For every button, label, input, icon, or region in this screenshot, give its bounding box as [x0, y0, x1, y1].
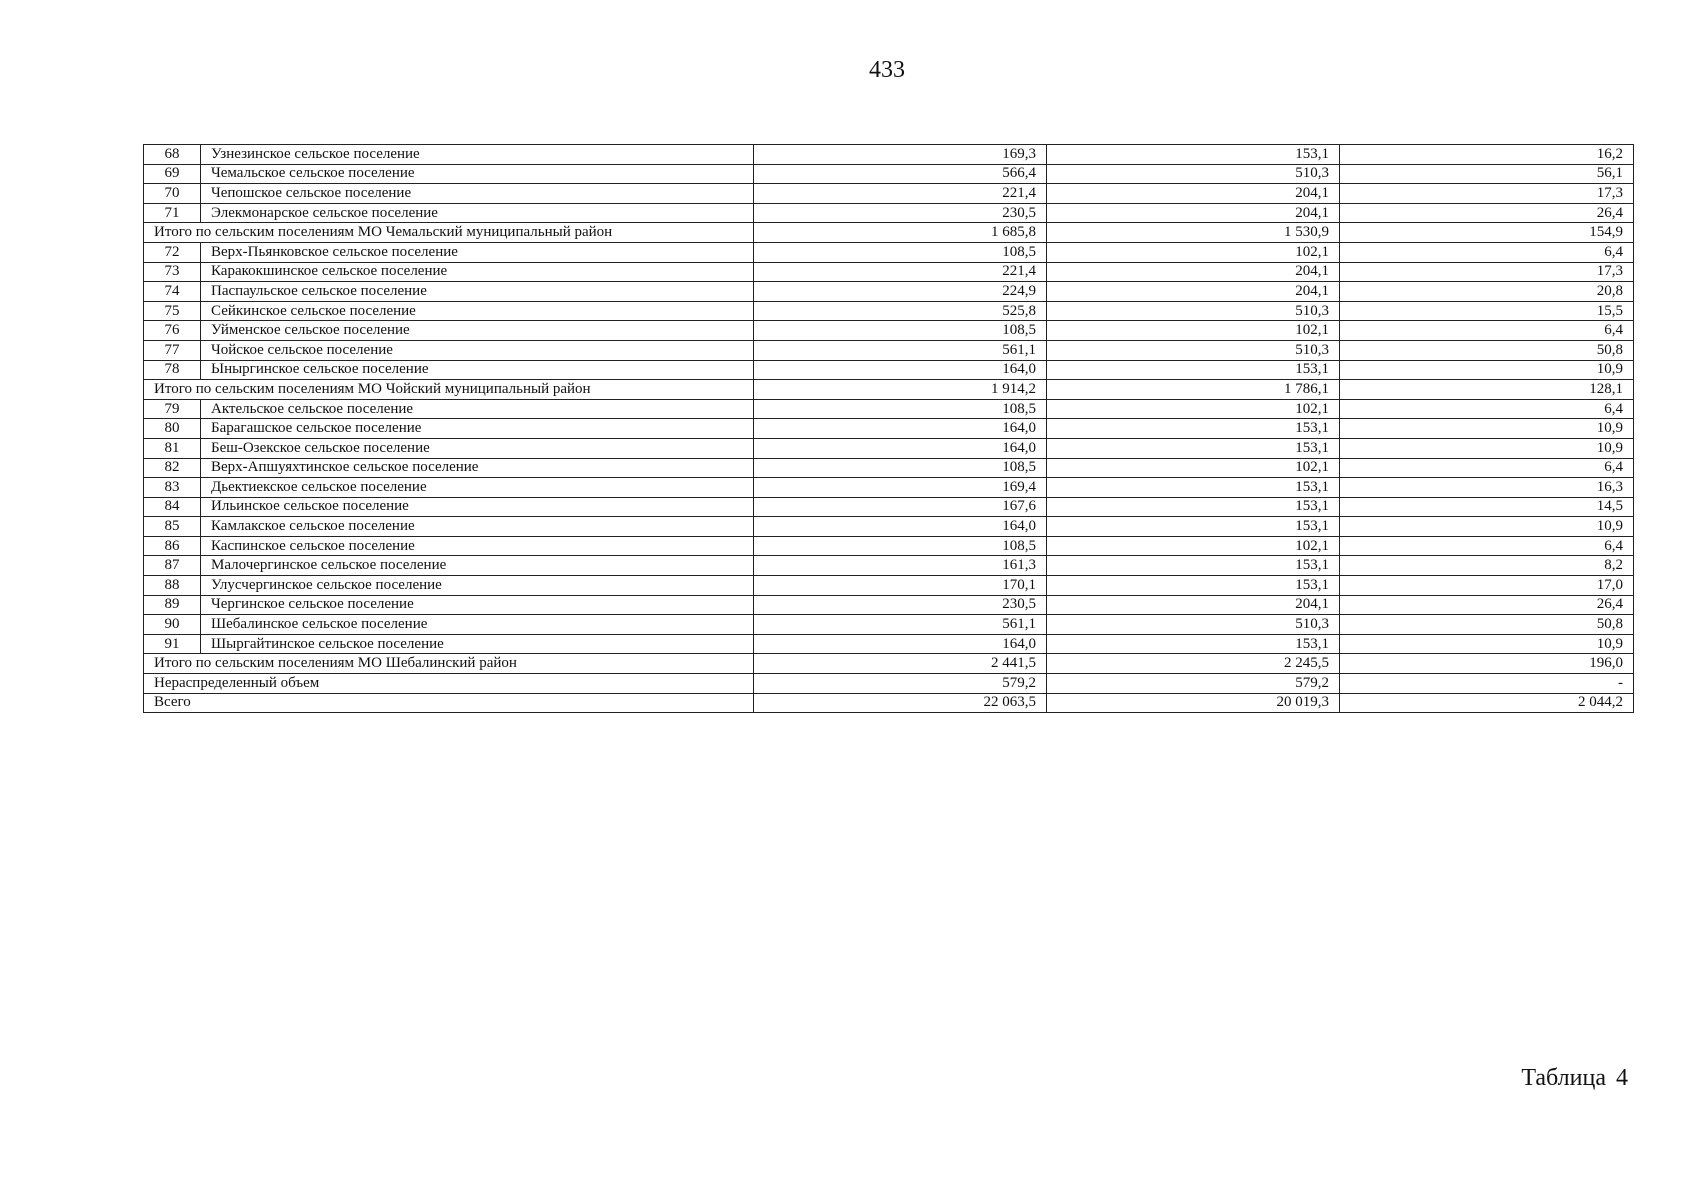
value-column-3-cell: 17,0 [1340, 576, 1634, 596]
table-row [144, 497, 1634, 517]
row-number-cell: 91 [144, 634, 201, 654]
total-label-cell: Итого по сельским поселениям МО Чемальский муниципальный район [144, 223, 754, 243]
table-row [144, 536, 1634, 556]
value-column-2-cell: 153,1 [1047, 556, 1340, 576]
value-total-cell: 22 063,5 [754, 693, 1047, 713]
table-row [144, 164, 1634, 184]
row-number-cell: 71 [144, 203, 201, 223]
row-number-cell: 70 [144, 184, 201, 204]
table-row [144, 360, 1634, 380]
value-total-cell: 108,5 [754, 321, 1047, 341]
value-total-cell: 566,4 [754, 164, 1047, 184]
value-total-cell: 579,2 [754, 674, 1047, 694]
value-column-2-cell: 20 019,3 [1047, 693, 1340, 713]
value-total-cell: 164,0 [754, 360, 1047, 380]
value-total-cell: 108,5 [754, 536, 1047, 556]
value-column-2-cell: 1 530,9 [1047, 223, 1340, 243]
table-row [144, 615, 1634, 635]
row-number-cell: 79 [144, 399, 201, 419]
value-total-cell: 224,9 [754, 282, 1047, 302]
table-row [144, 517, 1634, 537]
table-row [144, 242, 1634, 262]
settlement-name-cell: Шыргайтинское сельское поселение [201, 634, 754, 654]
value-column-2-cell: 204,1 [1047, 595, 1340, 615]
row-number-cell: 73 [144, 262, 201, 282]
value-column-2-cell: 579,2 [1047, 674, 1340, 694]
settlement-name-cell: Паспаульское сельское поселение [201, 282, 754, 302]
settlement-name-cell: Чойское сельское поселение [201, 340, 754, 360]
value-column-3-cell: 16,2 [1340, 145, 1634, 165]
settlement-name-cell: Ыныргинское сельское поселение [201, 360, 754, 380]
row-number-cell: 77 [144, 340, 201, 360]
value-column-2-cell: 102,1 [1047, 321, 1340, 341]
value-column-3-cell: 50,8 [1340, 340, 1634, 360]
settlement-name-cell: Сейкинское сельское поселение [201, 301, 754, 321]
settlement-name-cell: Малочергинское сельское поселение [201, 556, 754, 576]
row-number-cell: 86 [144, 536, 201, 556]
table-body [144, 145, 1634, 713]
value-column-3-cell: 6,4 [1340, 536, 1634, 556]
value-total-cell: 161,3 [754, 556, 1047, 576]
row-number-cell: 69 [144, 164, 201, 184]
value-column-3-cell: 128,1 [1340, 380, 1634, 400]
value-column-3-cell: 16,3 [1340, 478, 1634, 498]
value-column-2-cell: 153,1 [1047, 517, 1340, 537]
value-column-3-cell: 10,9 [1340, 517, 1634, 537]
value-column-2-cell: 510,3 [1047, 164, 1340, 184]
table-row [144, 340, 1634, 360]
row-number-cell: 74 [144, 282, 201, 302]
row-number-cell: 89 [144, 595, 201, 615]
value-column-2-cell: 102,1 [1047, 536, 1340, 556]
settlement-name-cell: Дьектиекское сельское поселение [201, 478, 754, 498]
table-row [144, 595, 1634, 615]
value-column-2-cell: 1 786,1 [1047, 380, 1340, 400]
value-total-cell: 230,5 [754, 595, 1047, 615]
table-total-row [144, 674, 1634, 694]
settlement-name-cell: Чепошское сельское поселение [201, 184, 754, 204]
row-number-cell: 76 [144, 321, 201, 341]
value-column-2-cell: 204,1 [1047, 262, 1340, 282]
value-column-3-cell: 10,9 [1340, 360, 1634, 380]
value-total-cell: 561,1 [754, 340, 1047, 360]
table-row [144, 184, 1634, 204]
value-column-2-cell: 153,1 [1047, 419, 1340, 439]
table-total-row [144, 654, 1634, 674]
value-total-cell: 170,1 [754, 576, 1047, 596]
value-total-cell: 164,0 [754, 438, 1047, 458]
table-row [144, 321, 1634, 341]
value-total-cell: 164,0 [754, 419, 1047, 439]
row-number-cell: 90 [144, 615, 201, 635]
value-column-2-cell: 204,1 [1047, 184, 1340, 204]
settlement-name-cell: Каракокшинское сельское поселение [201, 262, 754, 282]
value-column-3-cell: 50,8 [1340, 615, 1634, 635]
value-column-2-cell: 153,1 [1047, 360, 1340, 380]
page-number: 433 [869, 57, 905, 83]
value-column-3-cell: 17,3 [1340, 184, 1634, 204]
value-total-cell: 108,5 [754, 399, 1047, 419]
row-number-cell: 75 [144, 301, 201, 321]
value-total-cell: 108,5 [754, 458, 1047, 478]
value-column-3-cell: 8,2 [1340, 556, 1634, 576]
value-total-cell: 169,3 [754, 145, 1047, 165]
value-total-cell: 525,8 [754, 301, 1047, 321]
settlement-name-cell: Каспинское сельское поселение [201, 536, 754, 556]
value-total-cell: 2 441,5 [754, 654, 1047, 674]
total-label-cell: Итого по сельским поселениям МО Чойский муниципальный район [144, 380, 754, 400]
value-column-3-cell: 26,4 [1340, 595, 1634, 615]
value-column-3-cell: - [1340, 674, 1634, 694]
settlement-name-cell: Актельское сельское поселение [201, 399, 754, 419]
settlement-name-cell: Узнезинское сельское поселение [201, 145, 754, 165]
value-column-3-cell: 6,4 [1340, 399, 1634, 419]
row-number-cell: 68 [144, 145, 201, 165]
settlement-name-cell: Элекмонарское сельское поселение [201, 203, 754, 223]
value-column-2-cell: 153,1 [1047, 497, 1340, 517]
value-total-cell: 1 685,8 [754, 223, 1047, 243]
row-number-cell: 83 [144, 478, 201, 498]
value-column-3-cell: 17,3 [1340, 262, 1634, 282]
table-row [144, 145, 1634, 165]
total-label-cell: Итого по сельским поселениям МО Шебалинский район [144, 654, 754, 674]
value-column-2-cell: 204,1 [1047, 282, 1340, 302]
value-column-2-cell: 510,3 [1047, 615, 1340, 635]
row-number-cell: 85 [144, 517, 201, 537]
value-total-cell: 221,4 [754, 184, 1047, 204]
value-column-2-cell: 153,1 [1047, 576, 1340, 596]
row-number-cell: 87 [144, 556, 201, 576]
value-column-2-cell: 102,1 [1047, 399, 1340, 419]
value-total-cell: 1 914,2 [754, 380, 1047, 400]
value-column-2-cell: 153,1 [1047, 145, 1340, 165]
value-column-3-cell: 26,4 [1340, 203, 1634, 223]
settlement-name-cell: Ильинское сельское поселение [201, 497, 754, 517]
value-column-3-cell: 10,9 [1340, 419, 1634, 439]
table-row [144, 634, 1634, 654]
value-total-cell: 108,5 [754, 242, 1047, 262]
table-total-row [144, 693, 1634, 713]
value-column-3-cell: 196,0 [1340, 654, 1634, 674]
value-total-cell: 164,0 [754, 517, 1047, 537]
value-column-3-cell: 10,9 [1340, 438, 1634, 458]
value-column-2-cell: 510,3 [1047, 340, 1340, 360]
table-caption: Таблица 4 [1521, 1065, 1628, 1091]
table-total-row [144, 380, 1634, 400]
table-row [144, 203, 1634, 223]
settlement-name-cell: Улусчергинское сельское поселение [201, 576, 754, 596]
row-number-cell: 88 [144, 576, 201, 596]
value-column-2-cell: 102,1 [1047, 458, 1340, 478]
settlement-name-cell: Верх-Апшуяхтинское сельское поселение [201, 458, 754, 478]
row-number-cell: 80 [144, 419, 201, 439]
row-number-cell: 78 [144, 360, 201, 380]
value-column-2-cell: 153,1 [1047, 478, 1340, 498]
value-column-3-cell: 10,9 [1340, 634, 1634, 654]
value-column-3-cell: 154,9 [1340, 223, 1634, 243]
value-column-3-cell: 15,5 [1340, 301, 1634, 321]
row-number-cell: 72 [144, 242, 201, 262]
value-total-cell: 169,4 [754, 478, 1047, 498]
table-total-row [144, 223, 1634, 243]
settlement-name-cell: Шебалинское сельское поселение [201, 615, 754, 635]
settlement-name-cell: Барагашское сельское поселение [201, 419, 754, 439]
value-column-2-cell: 204,1 [1047, 203, 1340, 223]
row-number-cell: 84 [144, 497, 201, 517]
settlement-name-cell: Беш-Озекское сельское поселение [201, 438, 754, 458]
table-row [144, 458, 1634, 478]
total-label-cell: Всего [144, 693, 754, 713]
value-column-3-cell: 2 044,2 [1340, 693, 1634, 713]
table-row [144, 419, 1634, 439]
value-column-2-cell: 102,1 [1047, 242, 1340, 262]
value-column-3-cell: 14,5 [1340, 497, 1634, 517]
value-total-cell: 561,1 [754, 615, 1047, 635]
table-row [144, 399, 1634, 419]
value-column-3-cell: 6,4 [1340, 242, 1634, 262]
settlement-name-cell: Уйменское сельское поселение [201, 321, 754, 341]
value-column-2-cell: 153,1 [1047, 438, 1340, 458]
settlement-name-cell: Верх-Пьянковское сельское поселение [201, 242, 754, 262]
value-total-cell: 167,6 [754, 497, 1047, 517]
table-row [144, 478, 1634, 498]
table-row [144, 282, 1634, 302]
value-column-3-cell: 6,4 [1340, 321, 1634, 341]
table-row [144, 556, 1634, 576]
value-total-cell: 164,0 [754, 634, 1047, 654]
settlement-name-cell: Чергинское сельское поселение [201, 595, 754, 615]
settlement-name-cell: Чемальское сельское поселение [201, 164, 754, 184]
table-row [144, 438, 1634, 458]
value-column-2-cell: 510,3 [1047, 301, 1340, 321]
value-column-3-cell: 6,4 [1340, 458, 1634, 478]
value-column-2-cell: 2 245,5 [1047, 654, 1340, 674]
allocation-table [143, 144, 1634, 713]
table-row [144, 262, 1634, 282]
value-column-3-cell: 20,8 [1340, 282, 1634, 302]
value-column-2-cell: 153,1 [1047, 634, 1340, 654]
row-number-cell: 81 [144, 438, 201, 458]
row-number-cell: 82 [144, 458, 201, 478]
value-total-cell: 230,5 [754, 203, 1047, 223]
table-row [144, 301, 1634, 321]
settlement-name-cell: Камлакское сельское поселение [201, 517, 754, 537]
value-total-cell: 221,4 [754, 262, 1047, 282]
table-row [144, 576, 1634, 596]
value-column-3-cell: 56,1 [1340, 164, 1634, 184]
total-label-cell: Нераспределенный объем [144, 674, 754, 694]
